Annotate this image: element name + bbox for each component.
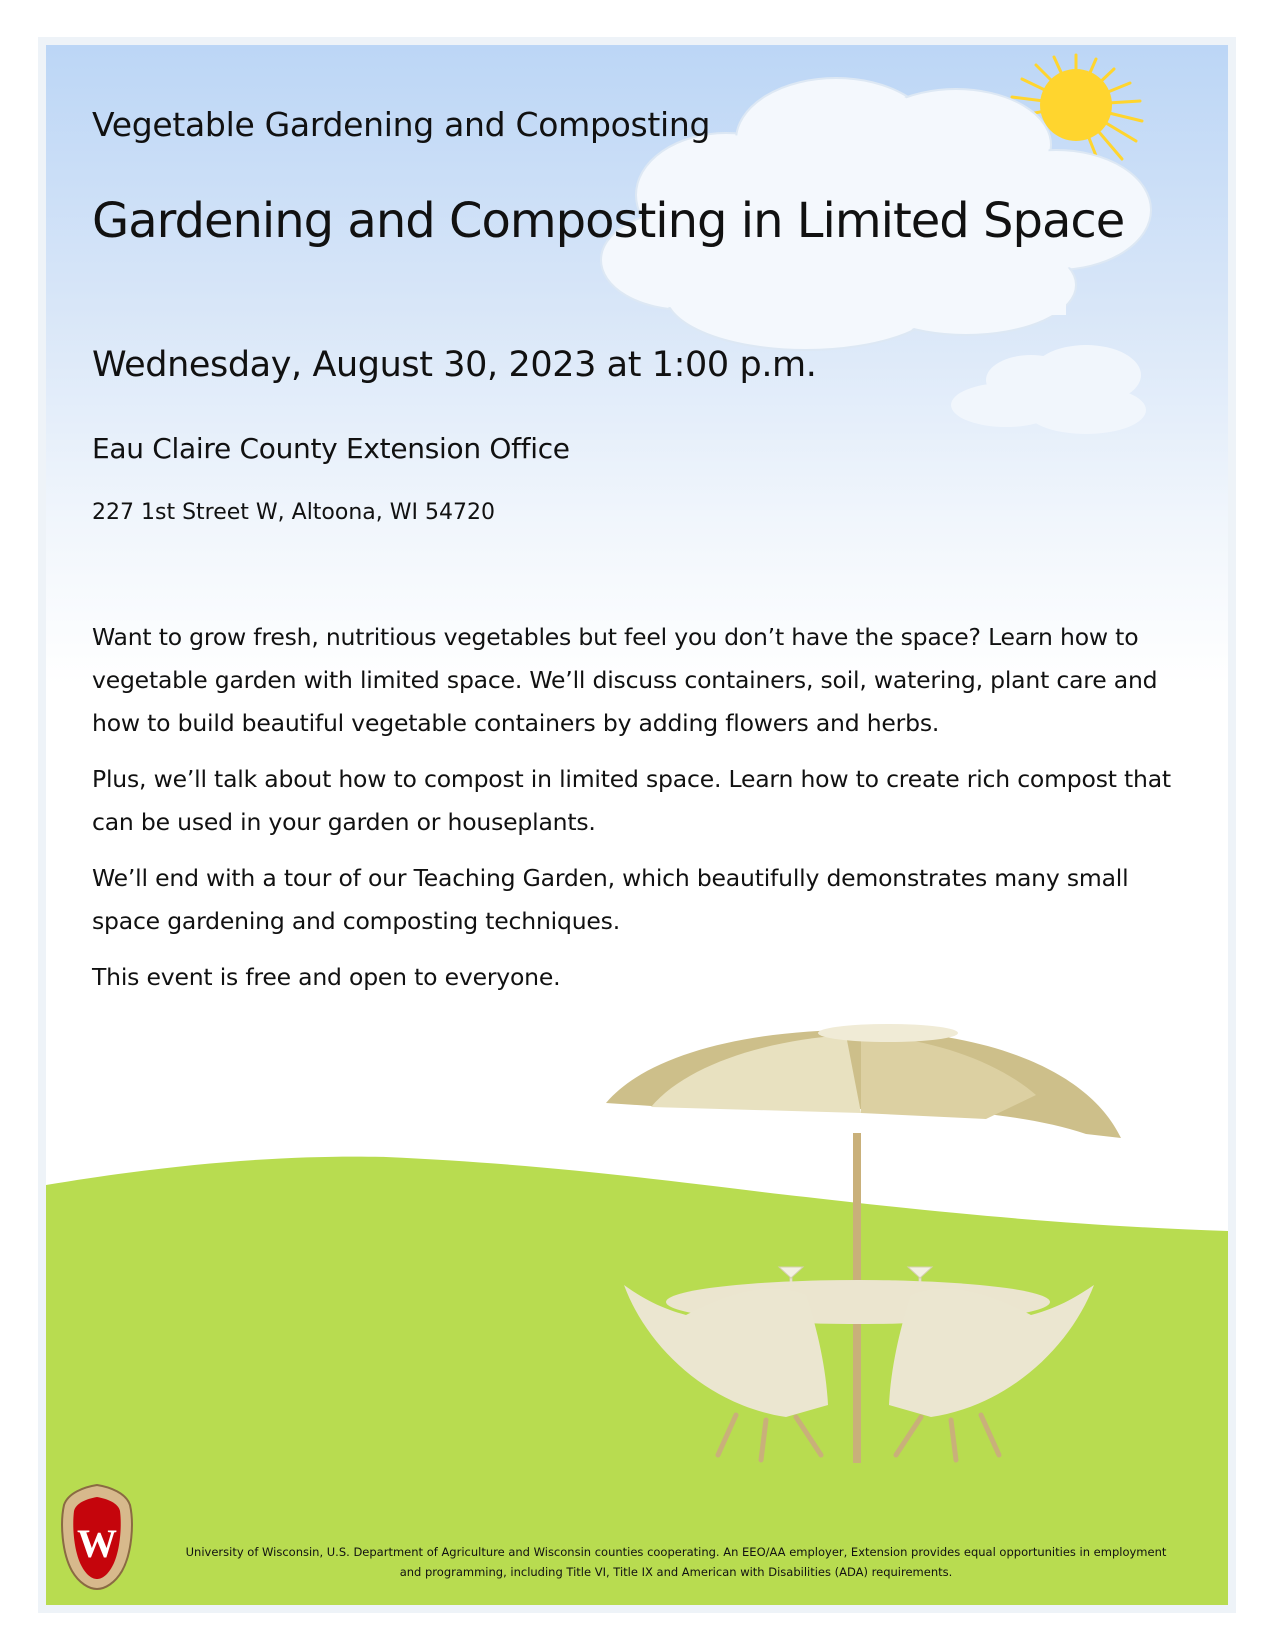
event-address: 227 1st Street W, Altoona, WI 54720 bbox=[92, 500, 495, 525]
description-paragraph: This event is free and open to everyone. bbox=[92, 963, 561, 991]
event-description bbox=[92, 616, 1202, 1012]
footer-line: University of Wisconsin, U.S. Department of Agriculture and Wisconsin counties cooperating. An EEO/AA employer, Extension provides equal opportunities in employment bbox=[185, 1545, 1167, 1559]
svg-text:W: W bbox=[77, 1521, 117, 1566]
footer-disclaimer bbox=[156, 1542, 1196, 1582]
footer-line: and programming, including Title VI, Title IX and American with Disabilities (ADA) requirements. bbox=[399, 1565, 953, 1579]
poster bbox=[46, 45, 1228, 1605]
description-paragraph: Plus, we’ll talk about how to compost in limited space. Learn how to create rich compost that can be used in your garden or houseplants. bbox=[92, 765, 1171, 836]
event-title: Gardening and Composting in Limited Space bbox=[92, 193, 1125, 249]
description-paragraph: Want to grow fresh, nutritious vegetables but feel you don’t have the space? Learn how to vegetable garden with limited space. We’ll discuss containers, soil, watering, plant care and how to build beautiful vegetable containers by adding flowers and herbs. bbox=[92, 623, 1158, 737]
event-datetime: Wednesday, August 30, 2023 at 1:00 p.m. bbox=[92, 345, 817, 385]
event-series: Vegetable Gardening and Composting bbox=[92, 105, 711, 144]
event-venue: Eau Claire County Extension Office bbox=[92, 432, 570, 465]
uw-crest-icon bbox=[60, 1483, 134, 1591]
description-paragraph: We’ll end with a tour of our Teaching Garden, which beautifully demonstrates many small space gardening and composting techniques. bbox=[92, 864, 1129, 935]
grass-hill bbox=[46, 1157, 1228, 1605]
cloud-small bbox=[951, 345, 1146, 434]
